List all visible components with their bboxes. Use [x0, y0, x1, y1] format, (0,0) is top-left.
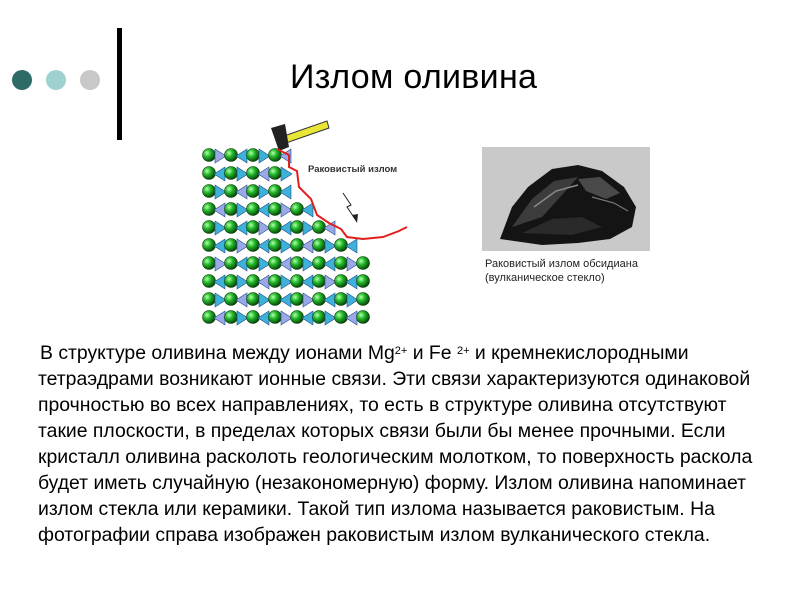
green-ion: [203, 203, 216, 216]
green-ion: [203, 257, 216, 270]
green-ion: [247, 239, 260, 252]
green-ion: [269, 185, 282, 198]
green-ion: [269, 293, 282, 306]
hammer-icon: [271, 121, 329, 151]
tetrahedron: [214, 167, 225, 181]
green-ion: [335, 239, 348, 252]
dot-light: [46, 70, 66, 90]
tetrahedron: [214, 275, 225, 289]
green-ion: [247, 293, 260, 306]
tetrahedron: [324, 293, 335, 307]
green-ion: [203, 185, 216, 198]
green-ion: [247, 149, 260, 162]
tetrahedron: [346, 275, 357, 289]
tetrahedron: [236, 185, 247, 199]
tetrahedron: [258, 239, 269, 253]
green-ion: [225, 239, 238, 252]
green-ion: [225, 185, 238, 198]
obsidian-photo: [482, 147, 650, 284]
tetrahedron: [281, 167, 292, 181]
tetrahedron: [214, 203, 225, 217]
green-ion: [203, 167, 216, 180]
green-ion: [225, 311, 238, 324]
tetrahedron: [280, 257, 291, 271]
green-ion: [291, 311, 304, 324]
green-ion: [269, 239, 282, 252]
green-ion: [335, 257, 348, 270]
green-ion: [225, 203, 238, 216]
paragraph-part2: и Fe: [407, 342, 457, 364]
title-divider: [117, 28, 122, 140]
green-ion: [269, 203, 282, 216]
green-ion: [291, 257, 304, 270]
green-ion: [335, 275, 348, 288]
fracture-label: Раковистый излом: [308, 164, 398, 175]
green-ion: [247, 185, 260, 198]
green-ion: [269, 257, 282, 270]
green-ion: [203, 149, 216, 162]
green-ion: [291, 275, 304, 288]
green-ion: [203, 239, 216, 252]
green-ion: [225, 149, 238, 162]
obsidian-caption-line2: (вулканическое стекло): [485, 272, 605, 284]
tetrahedron: [324, 257, 335, 271]
tetrahedron: [302, 311, 313, 325]
tetrahedron: [280, 185, 291, 199]
green-ion: [203, 221, 216, 234]
tetrahedron: [302, 275, 313, 289]
green-ion: [313, 257, 326, 270]
tetrahedron: [280, 293, 291, 307]
green-ion: [313, 221, 326, 234]
body-paragraph: [38, 340, 778, 548]
green-ion: [357, 257, 370, 270]
green-ion: [203, 275, 216, 288]
green-ion: [225, 293, 238, 306]
green-ion: [291, 203, 304, 216]
tetrahedron: [236, 149, 247, 163]
green-ion: [313, 311, 326, 324]
structure-svg: [195, 115, 425, 330]
green-ion: [313, 239, 326, 252]
green-ion: [247, 257, 260, 270]
slide-title: Излом оливина: [290, 58, 538, 96]
decorative-dots: [12, 70, 112, 94]
tetrahedron: [258, 275, 269, 289]
tetrahedron: [280, 221, 291, 235]
green-ion: [335, 311, 348, 324]
green-ion: [291, 221, 304, 234]
tetrahedron: [214, 311, 225, 325]
obsidian-svg: [482, 147, 650, 251]
green-ion: [247, 221, 260, 234]
green-ion: [291, 239, 304, 252]
tetrahedron: [236, 257, 247, 271]
green-ion: [357, 293, 370, 306]
tetrahedron: [258, 167, 269, 181]
green-ion: [225, 275, 238, 288]
green-ion: [269, 221, 282, 234]
green-ion: [313, 275, 326, 288]
green-ion: [269, 275, 282, 288]
paragraph-part3: и кремнекислородными тетраэдрами возникают ионные связи. Эти связи характеризуются одинаковой прочностью во всех направлениях, то есть в структуре оливина отсутствуют такие плоскости, в пределах которых связи были бы менее прочными. Если кристалл оливина расколоть геологическим молотком, то поверхность раскола будет иметь случайную (незакономерную) форму. Излом оливина напоминает излом стекла или керамики. Такой тип излома называется раковистым. На фотографии справа изображен раковистым излом вулканического стекла.: [38, 342, 753, 546]
olivine-structure-diagram: [195, 115, 425, 330]
green-ion: [247, 203, 260, 216]
green-ion: [269, 167, 282, 180]
green-ion: [291, 293, 304, 306]
obsidian-caption-line1: Раковистый излом обсидиана: [485, 258, 638, 270]
green-ion: [269, 311, 282, 324]
dot-dark: [12, 70, 32, 90]
paragraph-part1: В структуре оливина между ионами Mg: [40, 342, 395, 364]
green-ion: [335, 293, 348, 306]
green-ion: [225, 221, 238, 234]
green-ion: [225, 167, 238, 180]
tetrahedron: [214, 239, 225, 253]
green-ion: [247, 275, 260, 288]
tetrahedron: [236, 293, 247, 307]
tetrahedron: [302, 239, 313, 253]
green-ion: [225, 257, 238, 270]
green-ion: [203, 311, 216, 324]
tetrahedron: [302, 203, 313, 217]
green-ion: [203, 293, 216, 306]
tetrahedron: [346, 311, 357, 325]
sup-mg: 2+: [394, 345, 408, 357]
green-ion: [357, 311, 370, 324]
tetrahedron: [258, 203, 269, 217]
tetrahedron: [258, 311, 269, 325]
green-ion: [247, 311, 260, 324]
dot-gray: [80, 70, 100, 90]
green-ion: [313, 293, 326, 306]
green-ion: [247, 167, 260, 180]
sup-fe: 2+: [456, 345, 470, 357]
tetrahedron: [236, 221, 247, 235]
green-ion: [357, 275, 370, 288]
tetrahedron: [346, 239, 357, 253]
